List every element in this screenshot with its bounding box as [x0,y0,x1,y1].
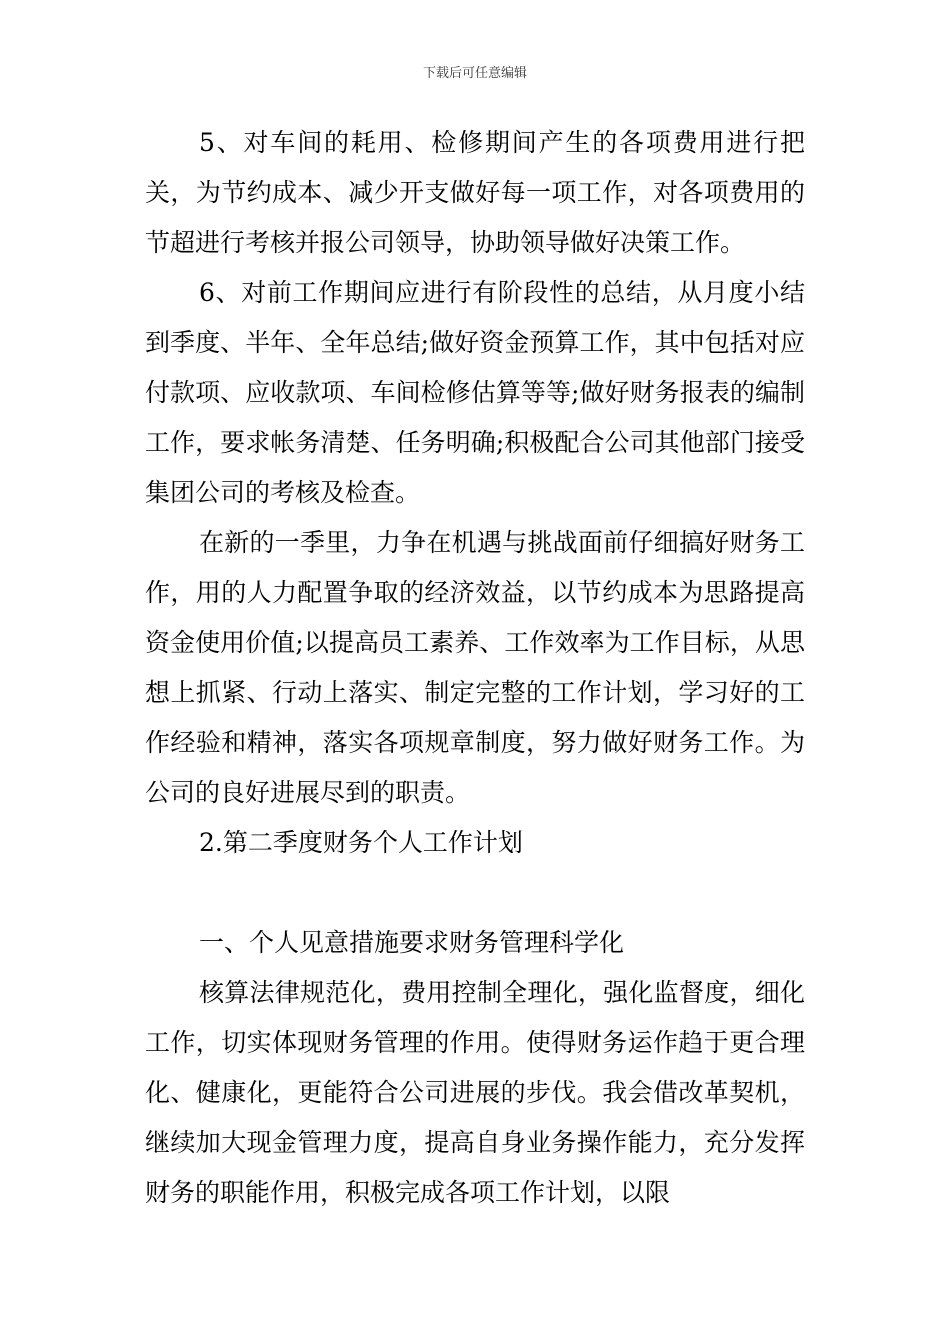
paragraph-item-6: 6、对前工作期间应进行有阶段性的总结，从月度小结到季度、半年、全年总结;做好资金预算工作，其中包括对应付款项、应收款项、车间检修估算等等;做好财务报表的编制工作，要求帐务清楚、任务明确;积极配合公司其他部门接受集团公司的考核及检查。 [145,278,805,507]
blank-line [145,868,805,918]
paragraph-management: 核算法律规范化，费用控制全理化，强化监督度，细化工作，切实体现财务管理的作用。使得财务运作趋于更合理化、健康化，更能符合公司进展的步伐。我会借改革契机，继续加大现金管理力度，提高自身业务操作能力，充分发挥财务的职能作用，积极完成各项工作计划，以限 [145,978,805,1207]
paragraph-item-5: 5、对车间的耗用、检修期间产生的各项费用进行把关，为节约成本、减少开支做好每一项工作，对各项费用的节超进行考核并报公司领导，协助领导做好决策工作。 [145,128,805,257]
page-header-note: 下载后可任意编辑 [422,66,527,81]
document-body [145,118,805,1218]
subsection-heading-1: 一、个人见意措施要求财务管理科学化 [199,928,625,957]
section-heading-2: 2.第二季度财务个人工作计划 [199,828,523,857]
paragraph-summary: 在新的一季里，力争在机遇与挑战面前仔细搞好财务工作，用的人力配置争取的经济效益，以节约成本为思路提高资金使用价值;以提高员工素养、工作效率为工作目标，从思想上抓紧、行动上落实、制定完整的工作计划，学习好的工作经验和精神，落实各项规章制度，努力做好财务工作。为公司的良好进展尽到的职责。 [145,528,805,807]
